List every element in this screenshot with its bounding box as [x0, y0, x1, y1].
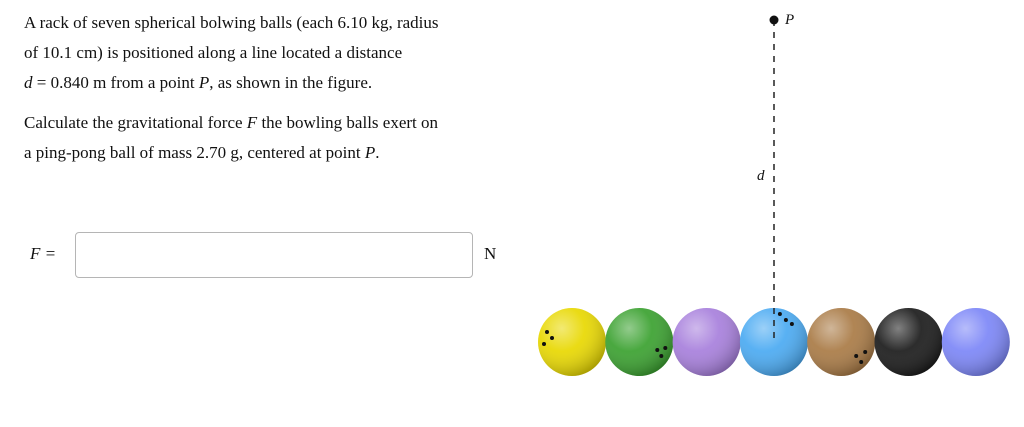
finger-hole: [545, 330, 549, 334]
problem-statement: [24, 8, 514, 168]
figure-reference-text: , as shown in the figure.: [209, 73, 373, 92]
ball-shading: [605, 308, 673, 376]
point-p-marker: [770, 16, 779, 25]
problem-line-1: A rack of seven spherical bolwing balls (each 6.10 kg, radius: [24, 13, 439, 32]
bowling-ball-figure: [520, 0, 1024, 427]
problem-line-2: of 10.1 cm) is positioned along a line located a distance: [24, 43, 403, 62]
ball-shading: [807, 308, 875, 376]
figure: [520, 0, 1024, 427]
question-text-start: Calculate the gravitational force: [24, 113, 247, 132]
finger-hole: [784, 318, 788, 322]
ball-shading: [673, 308, 741, 376]
answer-row: [30, 232, 510, 280]
distance-value-text: = 0.840 m from a point: [32, 73, 199, 92]
point-variable-2: P: [364, 143, 376, 162]
finger-hole: [550, 336, 554, 340]
finger-hole: [542, 342, 546, 346]
ball-shading: [875, 308, 943, 376]
distance-variable: d: [24, 73, 33, 92]
finger-hole: [859, 360, 863, 364]
question-text-end: .: [375, 143, 380, 162]
finger-hole: [655, 348, 659, 352]
ball-shading: [942, 308, 1010, 376]
bowling-balls: [538, 308, 1010, 376]
finger-hole: [863, 350, 867, 354]
force-variable: F: [246, 113, 258, 132]
distance-label: d: [757, 168, 765, 184]
point-variable: P: [198, 73, 210, 92]
ball-shading: [538, 308, 606, 376]
finger-hole: [659, 354, 663, 358]
answer-unit: N: [484, 244, 497, 263]
question-text-line-2: a ping-pong ball of mass 2.70 g, centered at point: [24, 143, 365, 162]
ball-shading: [740, 308, 808, 376]
finger-hole: [778, 312, 782, 316]
finger-hole: [854, 354, 858, 358]
point-p-label: P: [785, 12, 795, 28]
answer-label: F =: [30, 244, 57, 263]
question-text-mid: the bowling balls exert on: [257, 113, 439, 132]
force-answer-input[interactable]: [75, 232, 473, 278]
finger-hole: [663, 346, 667, 350]
finger-hole: [790, 322, 794, 326]
problem-paragraph-2: [24, 108, 514, 168]
problem-paragraph-1: [24, 8, 514, 98]
